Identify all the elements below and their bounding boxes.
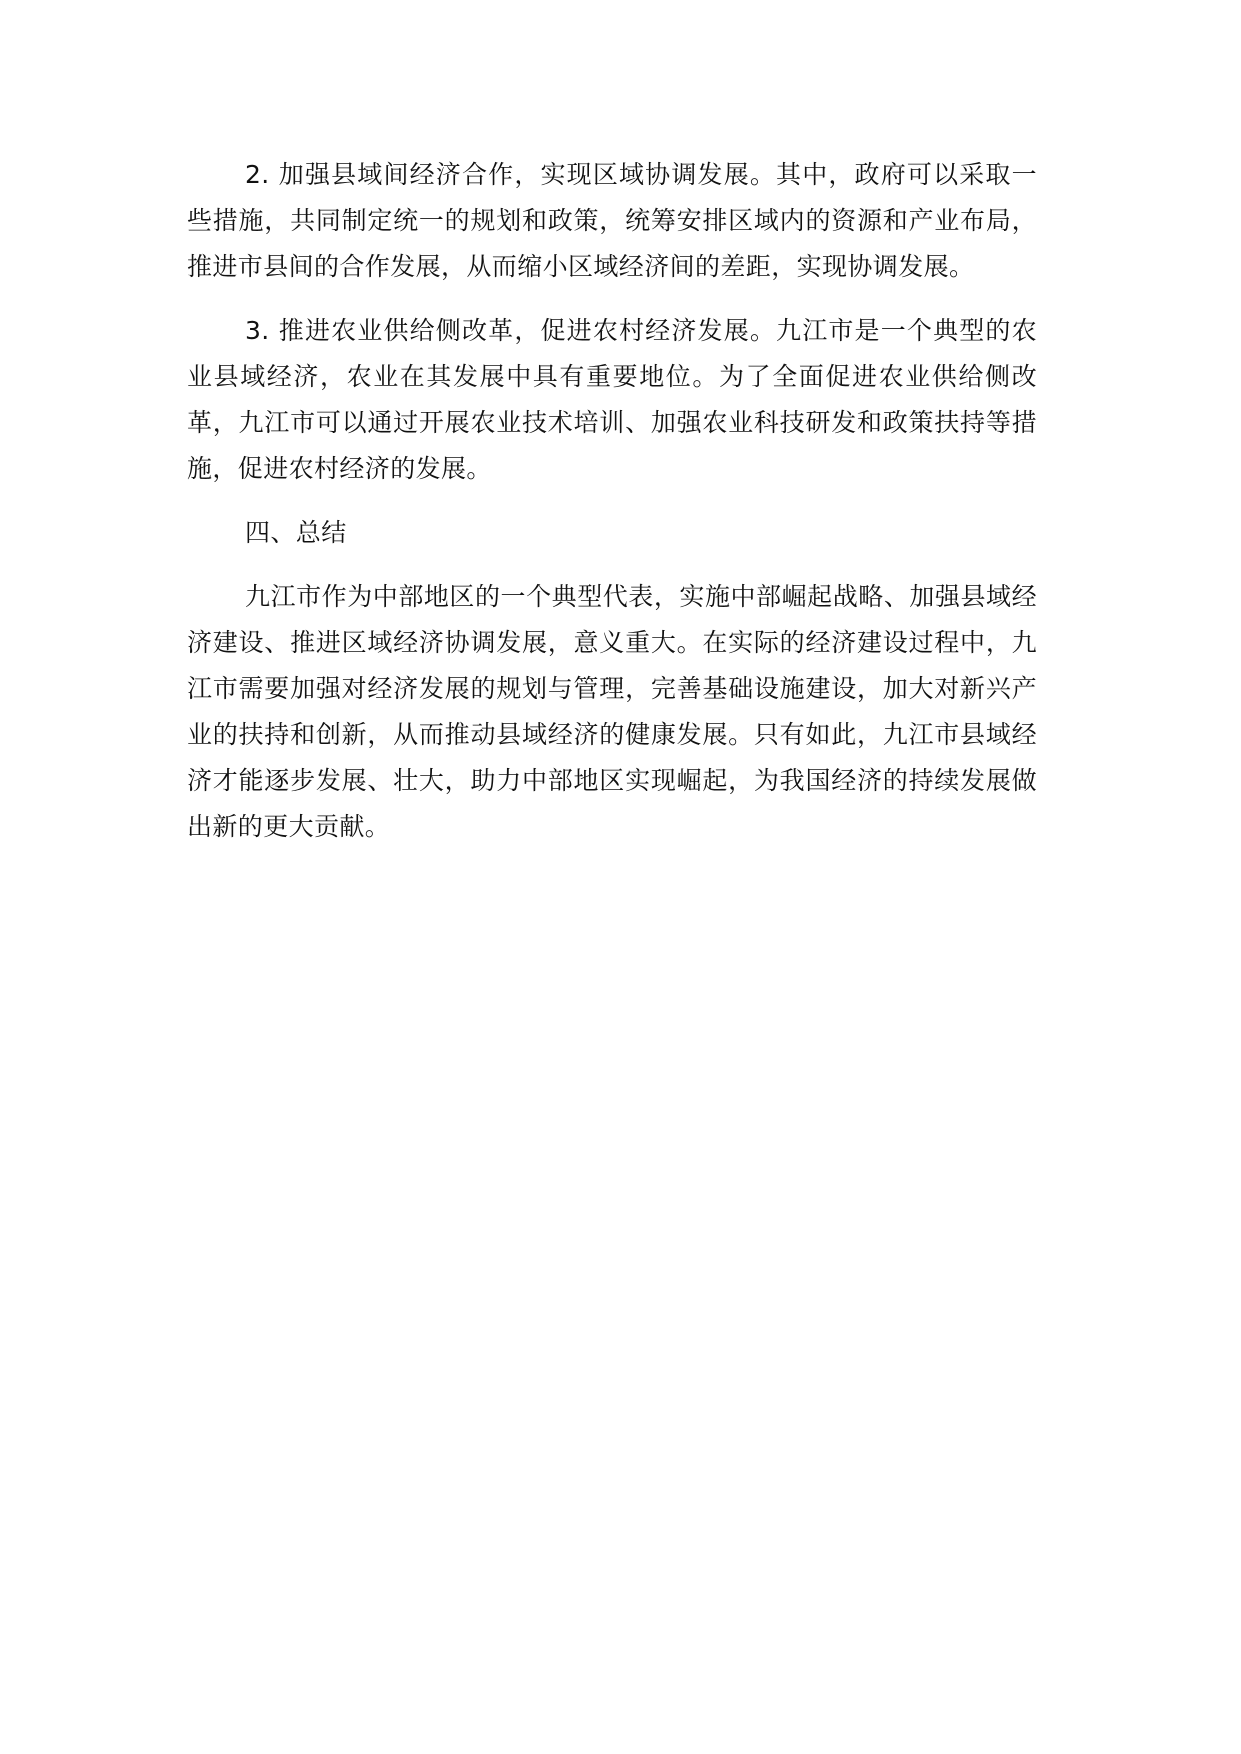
paragraph-cooperation: 2. 加强县域间经济合作，实现区域协调发展。其中，政府可以采取一些措施，共同制定统一的规划和政策，统筹安排区域内的资源和产业布局，推进市县间的合作发展，从而缩小区域经济间的差距，实现协调发展。: [187, 160, 1037, 281]
paragraph-summary: 九江市作为中部地区的一个典型代表，实施中部崛起战略、加强县域经济建设、推进区域经济协调发展，意义重大。在实际的经济建设过程中，九江市需要加强对经济发展的规划与管理，完善基础设施建设，加大对新兴产业的扶持和创新，从而推动县域经济的健康发展。只有如此，九江市县域经济才能逐步发展、壮大，助力中部地区实现崛起，为我国经济的持续发展做出新的更大贡献。: [187, 582, 1037, 841]
document-body: [187, 152, 1037, 868]
section-heading-summary: 四、总结: [245, 518, 347, 547]
paragraph-agriculture-reform: 3. 推进农业供给侧改革，促进农村经济发展。九江市是一个典型的农业县域经济，农业在其发展中具有重要地位。为了全面促进农业供给侧改革，九江市可以通过开展农业技术培训、加强农业科技研发和政策扶持等措施，促进农村经济的发展。: [187, 316, 1037, 483]
